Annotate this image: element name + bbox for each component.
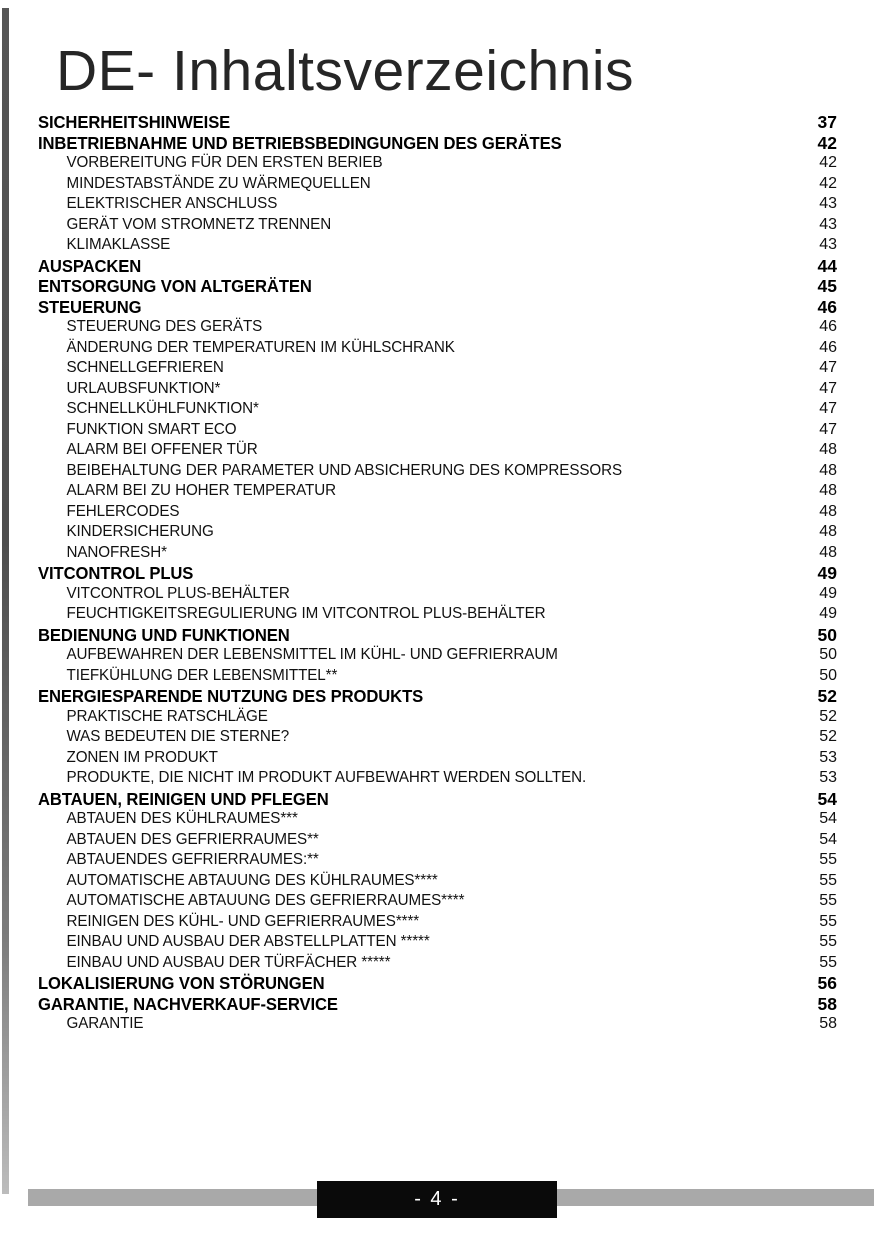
toc-entry-label: ELEKTRISCHER ANSCHLUSS [66,195,278,212]
toc-entry-page-number: 46 [819,318,837,335]
toc-entry-label: ENTSORGUNG VON ALTGERÄTEN [38,276,312,296]
toc-entry-page-number: 48 [819,441,837,458]
toc-entry-label: ÄNDERUNG DER TEMPERATUREN IM KÜHLSCHRANK [66,338,455,356]
toc-entry-label: FEUCHTIGKEITSREGULIERUNG IM VITCONTROL PLUS-BEHÄLTER [66,605,546,622]
toc-entry [38,276,837,297]
toc-entry-page-number: 52 [819,728,837,745]
toc-entry-label: STEUERUNG DES GERÄTS [66,318,263,335]
toc-entry-label: INBETRIEBNAHME UND BETRIEBSBEDINGUNGEN DES GERÄTES [38,132,562,153]
toc-entry [38,379,837,400]
toc-entry-page-number: 47 [819,400,837,417]
toc-entry-label: KLIMAKLASSE [66,236,171,253]
page-number-label: - 4 - [414,1188,460,1210]
toc-entry-label: REINIGEN DES KÜHL- UND GEFRIERRAUMES**** [66,912,420,930]
toc-entry [38,604,837,625]
page-number-box [317,1181,557,1218]
toc-entry-label: ZONEN IM PRODUKT [66,748,218,766]
toc-entry [38,317,837,338]
toc-entry-label: FUNKTION SMART ECO [66,420,237,438]
toc-entry [38,850,837,871]
toc-entry-page-number: 47 [819,359,837,376]
toc-entry-label: ALARM BEI ZU HOHER TEMPERATUR [66,482,336,499]
toc-entry [38,1014,837,1035]
toc-entry-label: AUTOMATISCHE ABTAUUNG DES KÜHLRAUMES**** [66,871,438,889]
toc-entry [38,399,837,420]
toc-entry-page-number: 46 [817,296,837,317]
toc-entry [38,645,837,666]
toc-entry-page-number: 48 [819,502,837,520]
toc-entry-label: GARANTIE, NACHVERKAUF-SERVICE [38,993,338,1014]
page-title: DE- Inhaltsverzeichnis [56,39,635,103]
toc-entry-label: BEDIENUNG UND FUNKTIONEN [38,624,290,645]
toc-entry-label: SCHNELLKÜHLFUNKTION* [66,400,259,417]
toc-entry [38,194,837,215]
toc-entry-label: ALARM BEI OFFENER TÜR [66,441,258,458]
toc-entry-page-number: 42 [819,174,837,192]
toc-entry-page-number: 47 [819,379,837,397]
toc-entry [38,153,837,174]
toc-entry-page-number: 54 [817,788,837,809]
toc-entry-page-number: 52 [817,686,837,706]
toc-entry-page-number: 58 [819,1015,837,1032]
toc-entry-page-number: 55 [819,871,837,889]
toc-entry-page-number: 46 [819,338,837,356]
toc-entry [38,215,837,236]
toc-entry [38,461,837,482]
toc-entry-page-number: 56 [817,973,837,993]
toc-entry-label: AUTOMATISCHE ABTAUUNG DES GEFRIERRAUMES**** [66,892,465,909]
toc-entry-label: KINDERSICHERUNG [66,523,214,540]
toc-entry-page-number: 44 [817,255,837,276]
toc-entry-label: NANOFRESH* [66,543,167,561]
toc-entry-label: SCHNELLGEFRIEREN [66,359,224,376]
toc-entry-page-number: 49 [817,563,837,583]
toc-entry-label: LOKALISIERUNG VON STÖRUNGEN [38,973,325,993]
toc-entry [38,543,837,564]
toc-entry-label: SICHERHEITSHINWEISE [38,112,231,132]
toc-entry [38,830,837,851]
toc-entry-label: ABTAUEN DES KÜHLRAUMES*** [66,810,298,827]
toc-entry-page-number: 50 [817,624,837,645]
toc-entry-label: EINBAU UND AUSBAU DER TÜRFÄCHER ***** [66,953,391,971]
toc-entry-label: WAS BEDEUTEN DIE STERNE? [66,728,290,745]
toc-entry-label: ABTAUENDES GEFRIERRAUMES:** [66,851,319,868]
toc-entry-label: AUSPACKEN [38,255,142,276]
toc-entry-page-number: 58 [817,993,837,1014]
toc-entry [38,584,837,605]
toc-entry-page-number: 43 [819,236,837,253]
toc-entry [38,809,837,830]
toc-entry-page-number: 55 [819,933,837,950]
toc-entry-page-number: 43 [819,215,837,233]
toc-entry-page-number: 55 [819,851,837,868]
toc-entry-label: STEUERUNG [38,296,142,317]
toc-entry [38,522,837,543]
toc-entry [38,112,837,133]
toc-entry [38,625,837,646]
toc-entry [38,420,837,441]
toc-entry [38,440,837,461]
toc-entry-label: BEIBEHALTUNG DER PARAMETER UND ABSICHERUNG DES KOMPRESSORS [66,461,623,479]
toc-entry-label: FEHLERCODES [66,502,180,520]
toc-entry-page-number: 55 [819,953,837,971]
toc-entry [38,891,837,912]
toc-entry-page-number: 50 [819,646,837,663]
toc-entry [38,481,837,502]
toc-entry [38,256,837,277]
toc-entry [38,666,837,687]
toc-entry-page-number: 48 [819,461,837,479]
toc-entry [38,338,837,359]
toc-entry [38,871,837,892]
toc-entry-label: GERÄT VOM STROMNETZ TRENNEN [66,215,332,233]
toc-entry-label: EINBAU UND AUSBAU DER ABSTELLPLATTEN ***** [66,933,430,950]
toc-entry-label: PRAKTISCHE RATSCHLÄGE [66,707,268,725]
toc-entry [38,174,837,195]
toc-entry-page-number: 48 [819,523,837,540]
toc-entry [38,789,837,810]
toc-entry [38,133,837,154]
toc-entry-label: GARANTIE [66,1015,144,1032]
toc-entry-page-number: 49 [819,584,837,602]
left-edge-gradient-bar [2,8,9,1194]
table-of-contents [38,112,837,1035]
toc-entry-label: ABTAUEN DES GEFRIERRAUMES** [66,830,319,848]
toc-entry [38,932,837,953]
toc-entry-page-number: 53 [819,748,837,766]
toc-entry-page-number: 42 [817,132,837,153]
toc-entry [38,953,837,974]
toc-entry-page-number: 53 [819,769,837,786]
toc-entry-page-number: 37 [817,112,837,132]
toc-entry [38,563,837,584]
toc-entry [38,358,837,379]
toc-entry-page-number: 45 [817,276,837,296]
toc-entry [38,707,837,728]
toc-entry-page-number: 47 [819,420,837,438]
toc-entry-label: ABTAUEN, REINIGEN UND PFLEGEN [38,788,329,809]
toc-entry [38,297,837,318]
toc-entry-label: VITCONTROL PLUS-BEHÄLTER [66,584,290,602]
toc-entry-page-number: 54 [819,810,837,827]
toc-entry [38,686,837,707]
toc-entry [38,727,837,748]
toc-entry-page-number: 54 [819,830,837,848]
toc-entry-label: URLAUBSFUNKTION* [66,379,221,397]
toc-entry-page-number: 48 [819,482,837,499]
toc-entry-page-number: 55 [819,892,837,909]
toc-entry-page-number: 42 [819,154,837,171]
toc-entry [38,748,837,769]
toc-entry [38,994,837,1015]
toc-entry-page-number: 48 [819,543,837,561]
toc-entry-label: ENERGIESPARENDE NUTZUNG DES PRODUKTS [38,686,424,706]
toc-entry-page-number: 52 [819,707,837,725]
toc-entry [38,912,837,933]
toc-entry-page-number: 43 [819,195,837,212]
toc-entry-label: AUFBEWAHREN DER LEBENSMITTEL IM KÜHL- UND GEFRIERRAUM [66,646,558,663]
toc-entry-page-number: 50 [819,666,837,684]
toc-entry-label: TIEFKÜHLUNG DER LEBENSMITTEL** [66,666,338,684]
toc-entry [38,768,837,789]
toc-entry [38,235,837,256]
toc-entry-page-number: 49 [819,605,837,622]
toc-entry-page-number: 55 [819,912,837,930]
toc-entry [38,973,837,994]
toc-entry-label: PRODUKTE, DIE NICHT IM PRODUKT AUFBEWAHRT WERDEN SOLLTEN. [66,769,587,786]
toc-entry-label: VITCONTROL PLUS [38,563,194,583]
toc-entry-label: MINDESTABSTÄNDE ZU WÄRMEQUELLEN [66,174,371,192]
toc-entry [38,502,837,523]
toc-entry-label: VORBEREITUNG FÜR DEN ERSTEN BERIEB [66,154,383,171]
